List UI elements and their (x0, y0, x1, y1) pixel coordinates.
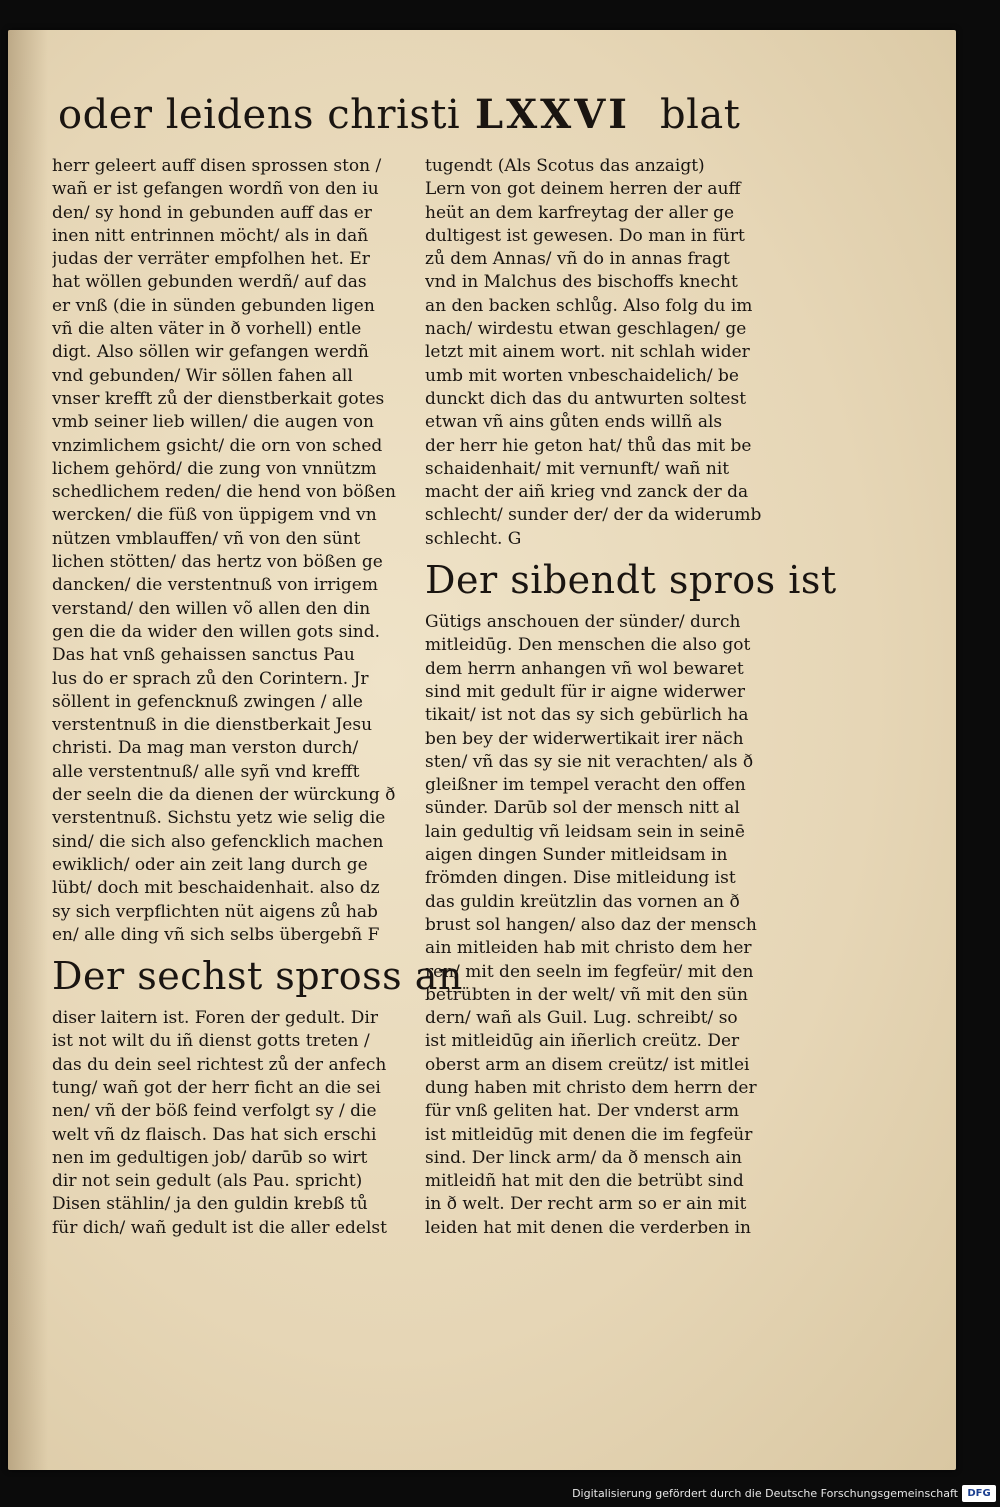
text-line: leiden hat mit denen die verderben in (425, 1217, 751, 1238)
text-line: etwan vñ ains gůten ends willñ als (425, 412, 723, 433)
text-line: heüt an dem karfreytag der aller ge (425, 202, 735, 223)
text-line: vmb seiner lieb willen/ die augen von (52, 412, 374, 433)
text-line: dern/ wañ als Guil. Lug. schreibt/ so (425, 1008, 738, 1029)
text-line: wañ er ist gefangen wordñ von den iu (52, 179, 379, 200)
text-line: dunckt dich das du antwurten soltest (425, 388, 747, 409)
text-line: ren/ mit den seeln im fegfeür/ mit den (425, 961, 754, 982)
text-line: brust sol hangen/ also daz der mensch (425, 914, 757, 935)
text-line: das du dein seel richtest zů der anfech (52, 1054, 387, 1075)
folio-label: blat (660, 92, 741, 138)
text-line: vnd gebunden/ Wir söllen fahen all (52, 365, 353, 386)
text-line: zů dem Annas/ vñ do in annas fragt (425, 249, 730, 270)
right-column-passage-1 (425, 155, 785, 551)
text-line: Gütigs anschouen der sünder/ durch (425, 612, 741, 633)
left-column-passage-1 (52, 155, 407, 947)
text-line: sind. Der linck arm/ da ð mensch ain (425, 1147, 742, 1168)
text-line: schlecht/ sunder der/ der da widerumb (425, 505, 762, 526)
text-line: nen/ vñ der böß feind verfolgt sy / die (52, 1101, 377, 1122)
text-line: tung/ wañ got der herr ficht an die sei (52, 1077, 381, 1098)
text-line: dung haben mit christo dem herrn der (425, 1077, 757, 1098)
text-line: umb mit worten vnbeschaidelich/ be (425, 365, 739, 386)
text-line: betrübten in der welt/ vñ mit den sün (425, 984, 748, 1005)
text-line: lübt/ doch mit beschaidenhait. also dz (52, 878, 380, 899)
text-line: ist mitleidūg ain iñerlich creütz. Der (425, 1031, 740, 1052)
text-line: frömden dingen. Dise mitleidung ist (425, 868, 736, 889)
text-line: christi. Da mag man verston durch/ (52, 738, 359, 759)
page-gutter-shadow (8, 30, 48, 1470)
text-line: für dich/ wañ gedult ist die aller edelst (52, 1217, 387, 1238)
text-line: der herr hie geton hat/ thů das mit be (425, 435, 752, 456)
text-line: er vnß (die in sünden gebunden ligen (52, 295, 375, 316)
text-line: Lern von got deinem herren der auff (425, 179, 741, 200)
text-line: en/ alle ding vñ sich selbs übergebñ F (52, 924, 380, 945)
text-line: nützen vmblauffen/ vñ von den sünt (52, 528, 361, 549)
text-line: oberst arm an disem creütz/ ist mitlei (425, 1054, 750, 1075)
text-line: ist mitleidūg mit denen die im fegfeür (425, 1124, 753, 1145)
digitization-footer (0, 1483, 1000, 1507)
text-line: mitleidūg. Den menschen die also got (425, 635, 751, 656)
text-line: aigen dingen Sunder mitleidsam in (425, 845, 728, 866)
text-line: hat wöllen gebunden werdñ/ auf das (52, 272, 367, 293)
text-line: verstentnuß in die dienstberkait Jesu (52, 715, 373, 736)
text-line: an den backen schlůg. Also folg du im (425, 295, 753, 316)
text-line: digt. Also söllen wir gefangen werdñ (52, 342, 369, 363)
text-line: gen die da wider den willen gots sind. (52, 621, 381, 642)
text-line: ben bey der widerwertikait irer näch (425, 728, 744, 749)
text-line: in ð welt. Der recht arm so er ain mit (425, 1194, 747, 1215)
text-line: schaidenhait/ mit vernunft/ wañ nit (425, 458, 730, 479)
text-line: alle verstentnuß/ alle syñ vnd krefft (52, 761, 360, 782)
left-text-column (52, 155, 463, 1240)
running-title: oder leidens christi (58, 92, 461, 138)
text-line: vnzimlichem gsicht/ die orn von sched (52, 435, 383, 456)
left-column-passage-2 (52, 1007, 407, 1240)
text-line: lus do er sprach zů den Corintern. Jr (52, 668, 369, 689)
text-line: judas der verräter empfolhen het. Er (52, 249, 370, 270)
text-line: inen nitt entrinnen möcht/ als in dañ (52, 225, 369, 246)
funding-credit: Digitalisierung gefördert durch die Deutsche Forschungsgemeinschaft (572, 1487, 958, 1500)
text-line: ain mitleiden hab mit christo dem her (425, 938, 752, 959)
text-line: sünder. Darūb sol der mensch nitt al (425, 798, 740, 819)
text-line: vnd in Malchus des bischoffs knecht (425, 272, 738, 293)
text-line: verstentnuß. Sichstu yetz wie selig die (52, 808, 386, 829)
right-text-column (425, 155, 837, 1240)
text-line: dem herrn anhangen vñ wol bewaret (425, 658, 744, 679)
text-line: der seeln die da dienen der würckung ð (52, 785, 396, 806)
text-line: das guldin kreützlin das vornen an ð (425, 891, 740, 912)
text-line: schedlichem reden/ die hend von bößen (52, 482, 396, 503)
text-line: mitleidñ hat mit den die betrübt sind (425, 1171, 744, 1192)
section-heading-sechst: Der sechst spross an (52, 954, 463, 999)
text-line: letzt mit ainem wort. nit schlah wider (425, 342, 750, 363)
text-line: sten/ vñ das sy sie nit verachten/ als ð (425, 751, 754, 772)
text-line: nach/ wirdestu etwan geschlagen/ ge (425, 319, 747, 340)
text-line: Das hat vnß gehaissen sanctus Pau (52, 645, 355, 666)
text-line: den/ sy hond in gebunden auff das er (52, 202, 372, 223)
text-line: vnser krefft zů der dienstberkait gotes (52, 388, 385, 409)
text-line: lichen stötten/ das hertz von bößen ge (52, 552, 383, 573)
text-line: macht der aiñ krieg vnd zanck der da (425, 482, 749, 503)
text-line: welt vñ dz flaisch. Das hat sich erschi (52, 1124, 377, 1145)
text-line: dir not sein gedult (als Pau. spricht) (52, 1171, 363, 1192)
text-line: für vnß geliten hat. Der vnderst arm (425, 1101, 740, 1122)
text-line: sy sich verpflichten nüt aigens zů hab (52, 901, 378, 922)
text-line: dancken/ die verstentnuß von irrigem (52, 575, 378, 596)
text-line: herr geleert auff disen sprossen ston / (52, 156, 382, 176)
text-line: söllent in gefencknuß zwingen / alle (52, 691, 363, 712)
text-line: Disen stählin/ ja den guldin krebß tů (52, 1194, 368, 1215)
right-column-passage-2 (425, 611, 785, 1240)
folio-number: LXXVI (475, 91, 630, 138)
text-line: diser laitern ist. Foren der gedult. Dir (52, 1008, 378, 1029)
text-line: gleißner im tempel veracht den offen (425, 775, 746, 796)
section-heading-sibendt: Der sibendt spros ist (425, 558, 837, 603)
text-line: lain gedultig vñ leidsam sein in seinē (425, 821, 745, 842)
dfg-logo: DFG (962, 1485, 996, 1502)
text-line: tikait/ ist not das sy sich gebürlich ha (425, 705, 749, 726)
text-line: sind mit gedult für ir aigne widerwer (425, 681, 746, 702)
text-line: tugendt (Als Scotus das anzaigt) (425, 156, 705, 176)
text-line: sind/ die sich also gefencklich machen (52, 831, 384, 852)
text-line: schlecht. G (425, 528, 522, 549)
text-line: lichem gehörd/ die zung von vnnützm (52, 458, 377, 479)
text-line: wercken/ die füß von üppigem vnd vn (52, 505, 377, 526)
text-line: verstand/ den willen võ allen den din (52, 598, 371, 619)
text-line: dultigest ist gewesen. Do man in fürt (425, 225, 745, 246)
text-line: nen im gedultigen job/ darūb so wirt (52, 1147, 368, 1168)
text-line: ist not wilt du iñ dienst gotts treten / (52, 1031, 370, 1052)
text-line: vñ die alten väter in ð vorhell) entle (52, 319, 362, 340)
text-line: ewiklich/ oder ain zeit lang durch ge (52, 854, 368, 875)
